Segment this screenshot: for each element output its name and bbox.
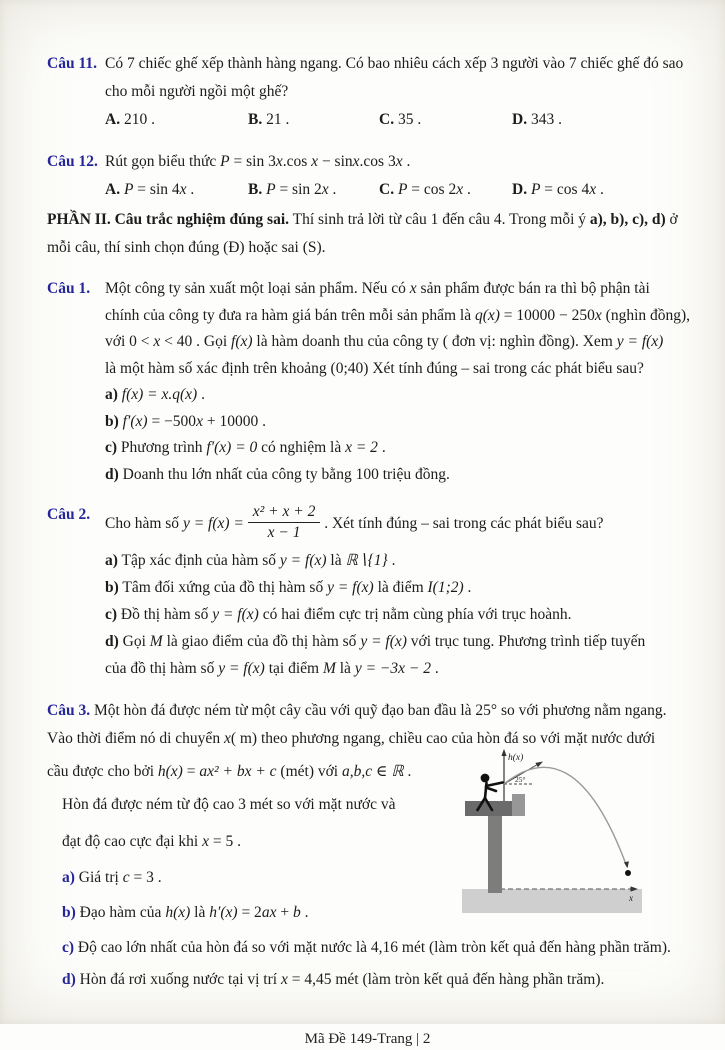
question-12-option-d: D. P = cos 4x . [512, 181, 604, 198]
question-1-label: Câu 1. [47, 280, 91, 297]
question-3-statement-b: b) Đạo hàm của h(x) là h′(x) = 2ax + b . [62, 904, 309, 921]
launch-arrow [535, 762, 543, 768]
question-11-option-c: C. 35 . [379, 111, 422, 128]
question-12-option-c: C. P = cos 2x . [379, 181, 471, 198]
question-12 [47, 148, 688, 204]
projectile-figure-svg [460, 749, 646, 915]
question-11-text-line-2: cho mỗi người ngồi một ghế? [105, 83, 289, 100]
question-12-options [105, 176, 688, 204]
question-11-option-d: D. 343 . [512, 111, 562, 128]
question-2-statement-a: a) Tập xác định của hàm số y = f(x) là ℝ∖{1} . [105, 552, 396, 569]
question-2-statement-d-line-1: d) Gọi M là giao điểm của đồ thị hàm số y = f(x) với trục tung. Phương trình tiếp tuyến [105, 633, 646, 650]
question-12-text: Rút gọn biểu thức P = sin 3x.cos x − sinx.cos 3x . [105, 153, 411, 170]
question-12-option-a: A. P = sin 4x . [105, 181, 195, 198]
part-2-header-line-1: PHẦN II. Câu trắc nghiệm đúng sai. Thí sinh trả lời từ câu 1 đến câu 4. Trong mỗi ý a), b), c), d) ở [47, 211, 678, 228]
question-11-option-b: B. 21 . [248, 111, 290, 128]
bridge-parapet [512, 794, 525, 816]
question-3-statement-c: c) Độ cao lớn nhất của hòn đá so với mặt nước là 4,16 mét (làm tròn kết quả đến hàng phần trăm). [62, 939, 671, 956]
question-2-statement-c: c) Đồ thị hàm số y = f(x) có hai điểm cực trị nằm cùng phía với trục hoành. [105, 606, 572, 623]
x-axis-label: x [629, 893, 633, 903]
question-2-label: Câu 2. [47, 506, 91, 523]
question-2-statement-d-line-2: của đồ thị hàm số y = f(x) tại điểm M là y = −3x − 2 . [105, 660, 439, 677]
question-1 [47, 276, 691, 488]
question-3-text-line-5: đạt độ cao cực đại khi x = 5 . [62, 833, 241, 850]
question-11-text-line-1: Có 7 chiếc ghế xếp thành hàng ngang. Có bao nhiêu cách xếp 3 người vào 7 chiếc ghế đó sao [105, 55, 684, 72]
question-1-statement-c: c) Phương trình f′(x) = 0 có nghiệm là x = 2 . [105, 439, 386, 456]
question-3 [47, 697, 688, 994]
question-1-text-line-1: Một công ty sản xuất một loại sản phẩm. Nếu có x sản phẩm được bán ra thì bộ phận tài [105, 280, 650, 297]
angle-label: 25° [515, 775, 526, 784]
projectile-figure [460, 749, 646, 915]
bridge-pillar [488, 816, 502, 893]
question-1-statement-b: b) f′(x) = −500x + 10000 . [105, 412, 266, 430]
part-2-header [47, 206, 688, 262]
question-1-statement-a: a) f(x) = x.q(x) . [105, 386, 205, 403]
question-11-options [105, 106, 688, 134]
question-3-text-line-4: Hòn đá được ném từ độ cao 3 mét so với mặt nước và [62, 796, 396, 813]
question-1-text-line-3: với 0 < x < 40 . Gọi f(x) là hàm doanh thu của công ty ( đơn vị: nghìn đồng). Xem y = f(x) [105, 333, 664, 350]
h-axis-label: h(x) [508, 753, 524, 763]
question-3-statement-a: a) Giá trị c = 3 . [62, 869, 162, 886]
question-2 [47, 501, 688, 682]
question-1-statement-d: d) Doanh thu lớn nhất của công ty bằng 100 triệu đồng. [105, 465, 450, 483]
question-3-text-line-1: Câu 3. Một hòn đá được ném từ một cây cầu với quỹ đạo ban đầu là 25° so với phương nằm ngang. [47, 702, 667, 719]
part-2-header-line-2: mỗi câu, thí sinh chọn đúng (Đ) hoặc sai (S). [47, 239, 326, 256]
question-1-text-line-2: chính của công ty đưa ra hàm giá bán trên mỗi sản phẩm là q(x) = 10000 − 250x (nghìn đồng), [105, 306, 691, 324]
page-footer: Mã Đề 149-Trang | 2 [304, 1031, 431, 1047]
question-2-text: Cho hàm số y = f(x) = $\frac{\text{x² + x + 2}}{x - 1}$ . Xét tính đúng – sai trong các phát biểu sau? [105, 503, 604, 541]
question-11-label: Câu 11. [47, 55, 97, 72]
stone-dot [625, 870, 631, 876]
question-11-option-a: A. 210 . [105, 111, 155, 128]
question-3-statement-d: d) Hòn đá rơi xuống nước tại vị trí x = 4,45 mét (làm tròn kết quả đến hàng phần trăm). [62, 971, 605, 988]
question-2-statement-b: b) Tâm đối xứng của đồ thị hàm số y = f(x) là điểm I(1;2) . [105, 579, 472, 596]
question-3-text-line-2: Vào thời điểm nó di chuyển x( m) theo phương ngang, chiều cao của hòn đá so với mặt nước dưới [47, 730, 656, 747]
question-12-option-b: B. P = sin 2x . [248, 181, 337, 198]
question-12-label: Câu 12. [47, 153, 98, 170]
question-1-text-line-4: là một hàm số xác định trên khoảng (0;40) Xét tính đúng – sai trong các phát biểu sau? [105, 359, 644, 377]
question-11 [47, 50, 688, 134]
person-head [481, 774, 490, 783]
question-3-text-line-3: cầu được cho bởi h(x) = ax² + bx + c (mét) với a,b,c ∈ ℝ . [47, 763, 412, 780]
